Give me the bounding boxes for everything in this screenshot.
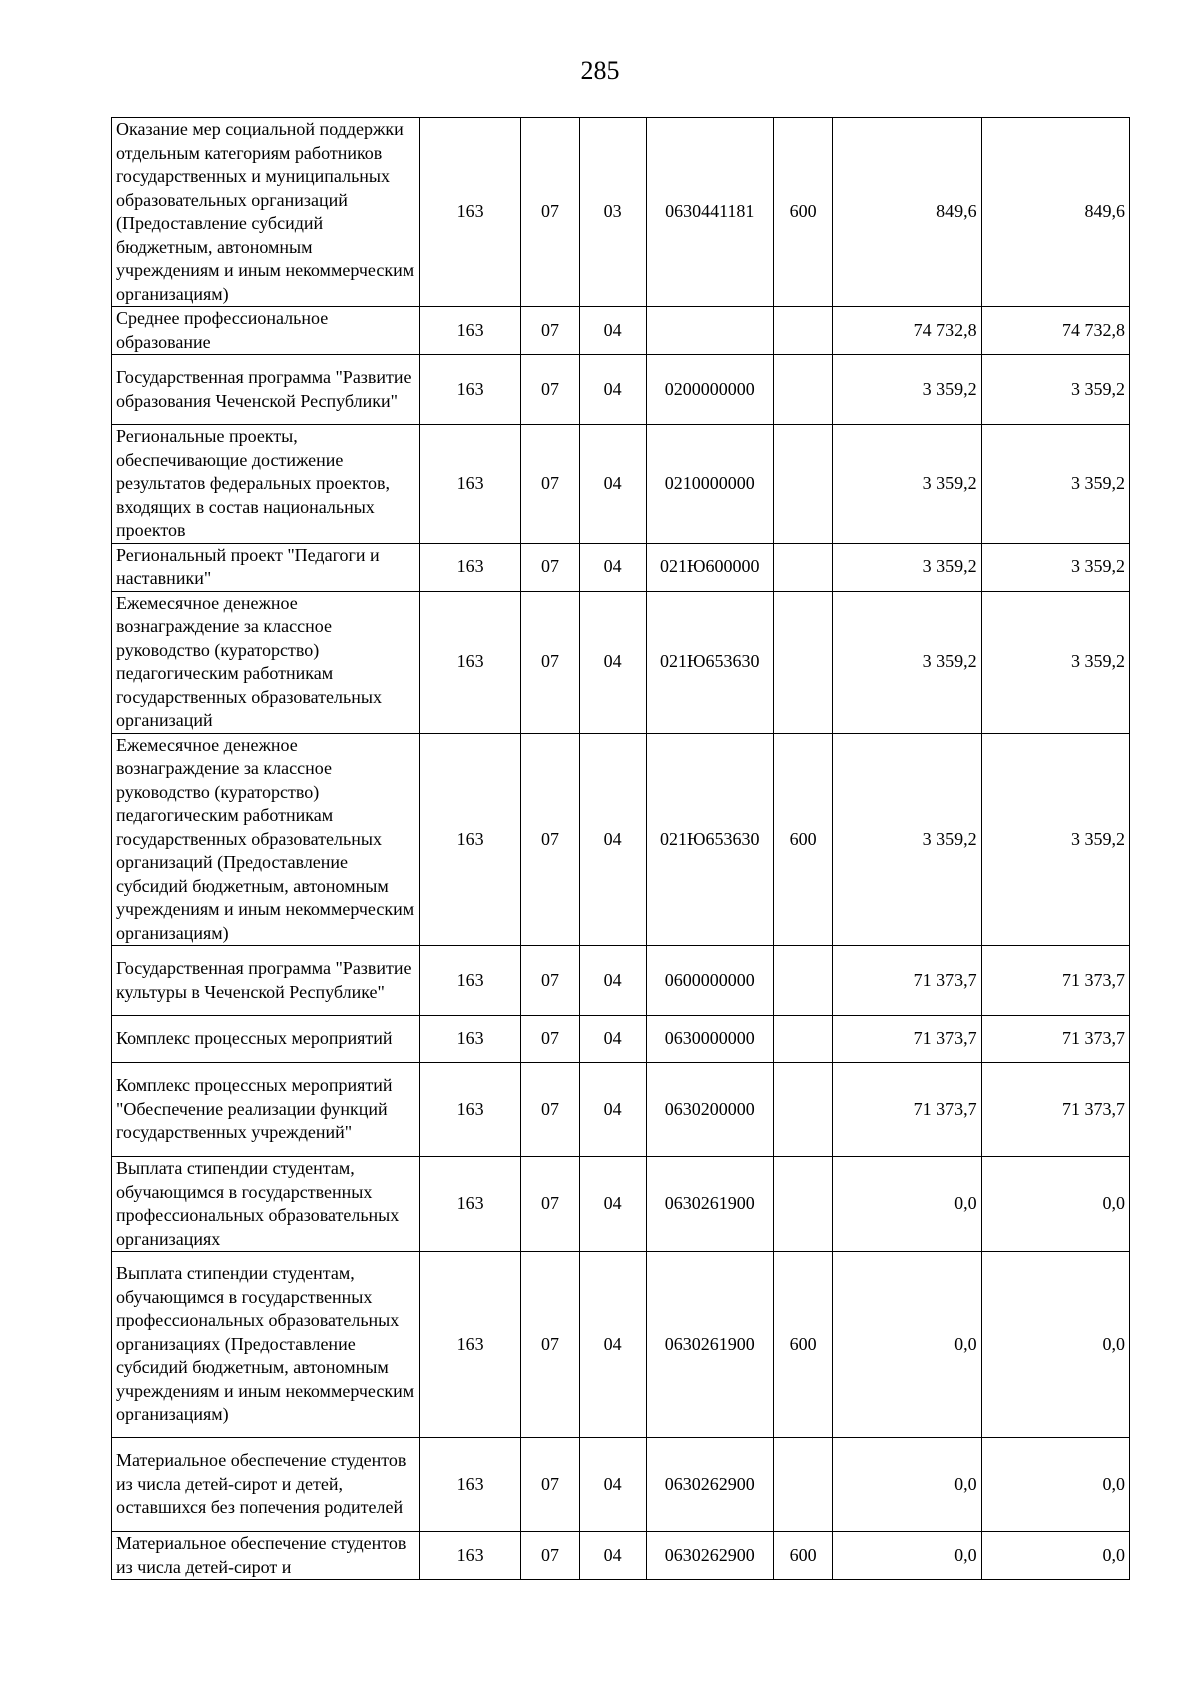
expense-type-code — [773, 543, 833, 591]
target-article-code: 0630441181 — [646, 118, 773, 307]
sum-column-2: 0,0 — [981, 1157, 1129, 1252]
ministry-code: 163 — [420, 1016, 521, 1063]
target-article-code: 0200000000 — [646, 355, 773, 425]
sum-column-1: 3 359,2 — [833, 355, 981, 425]
section-code: 07 — [521, 1016, 579, 1063]
section-code: 07 — [521, 543, 579, 591]
subsection-code: 04 — [579, 307, 646, 355]
subsection-code: 04 — [579, 1438, 646, 1532]
subsection-code: 04 — [579, 1063, 646, 1157]
subsection-code: 04 — [579, 425, 646, 544]
row-name: Ежемесячное денежное вознаграждение за классное руководство (кураторство) педагогическим работникам государственных образовательных организаций (Предоставление субсидий бюджетным, автономным учреждениям и иным некоммерческим организациям) — [112, 733, 420, 946]
table-row — [112, 118, 1130, 307]
target-article-code: 0630261900 — [646, 1157, 773, 1252]
row-name: Оказание мер социальной поддержки отдельным категориям работников государственных и муниципальных образовательных организаций (Предоставление субсидий бюджетным, автономным учреждениям и иным некоммерческим организациям) — [112, 118, 420, 307]
subsection-code: 04 — [579, 355, 646, 425]
sum-column-2: 74 732,8 — [981, 307, 1129, 355]
expense-type-code: 600 — [773, 1252, 833, 1438]
row-name: Выплата стипендии студентам, обучающимся в государственных профессиональных образовательных организациях (Предоставление субсидий бюджетным, автономным учреждениям и иным некоммерческим организациям) — [112, 1252, 420, 1438]
ministry-code: 163 — [420, 733, 521, 946]
ministry-code: 163 — [420, 425, 521, 544]
table-row — [112, 1016, 1130, 1063]
target-article-code: 021Ю600000 — [646, 543, 773, 591]
expense-type-code: 600 — [773, 118, 833, 307]
section-code: 07 — [521, 355, 579, 425]
ministry-code: 163 — [420, 307, 521, 355]
row-name: Государственная программа "Развитие культуры в Чеченской Республике" — [112, 946, 420, 1016]
sum-column-2: 3 359,2 — [981, 733, 1129, 946]
section-code: 07 — [521, 733, 579, 946]
budget-table — [111, 117, 1130, 1580]
expense-type-code — [773, 425, 833, 544]
subsection-code: 04 — [579, 1252, 646, 1438]
row-name: Среднее профессиональное образование — [112, 307, 420, 355]
table-row — [112, 1438, 1130, 1532]
target-article-code: 021Ю653630 — [646, 733, 773, 946]
expense-type-code — [773, 355, 833, 425]
row-name: Материальное обеспечение студентов из числа детей-сирот и детей, оставшихся без попечения родителей — [112, 1438, 420, 1532]
target-article-code: 0630000000 — [646, 1016, 773, 1063]
sum-column-1: 849,6 — [833, 118, 981, 307]
section-code: 07 — [521, 1063, 579, 1157]
table-row — [112, 946, 1130, 1016]
expense-type-code — [773, 591, 833, 733]
table-row — [112, 307, 1130, 355]
row-name: Государственная программа "Развитие образования Чеченской Республики" — [112, 355, 420, 425]
expense-type-code — [773, 1063, 833, 1157]
row-name: Ежемесячное денежное вознаграждение за классное руководство (кураторство) педагогическим работникам государственных образовательных организаций — [112, 591, 420, 733]
expense-type-code — [773, 1157, 833, 1252]
sum-column-1: 0,0 — [833, 1252, 981, 1438]
sum-column-2: 71 373,7 — [981, 946, 1129, 1016]
expense-type-code — [773, 946, 833, 1016]
section-code: 07 — [521, 591, 579, 733]
subsection-code: 03 — [579, 118, 646, 307]
table-row — [112, 425, 1130, 544]
table-row — [112, 1063, 1130, 1157]
subsection-code: 04 — [579, 1016, 646, 1063]
sum-column-1: 71 373,7 — [833, 1063, 981, 1157]
target-article-code: 0600000000 — [646, 946, 773, 1016]
expense-type-code: 600 — [773, 1532, 833, 1580]
sum-column-1: 74 732,8 — [833, 307, 981, 355]
section-code: 07 — [521, 425, 579, 544]
sum-column-2: 3 359,2 — [981, 355, 1129, 425]
sum-column-1: 71 373,7 — [833, 946, 981, 1016]
target-article-code: 021Ю653630 — [646, 591, 773, 733]
target-article-code — [646, 307, 773, 355]
section-code: 07 — [521, 1532, 579, 1580]
section-code: 07 — [521, 307, 579, 355]
sum-column-1: 3 359,2 — [833, 543, 981, 591]
subsection-code: 04 — [579, 1532, 646, 1580]
sum-column-2: 3 359,2 — [981, 591, 1129, 733]
ministry-code: 163 — [420, 1532, 521, 1580]
sum-column-1: 3 359,2 — [833, 425, 981, 544]
sum-column-2: 71 373,7 — [981, 1063, 1129, 1157]
section-code: 07 — [521, 946, 579, 1016]
sum-column-1: 0,0 — [833, 1438, 981, 1532]
ministry-code: 163 — [420, 118, 521, 307]
target-article-code: 0630200000 — [646, 1063, 773, 1157]
target-article-code: 0630261900 — [646, 1252, 773, 1438]
target-article-code: 0210000000 — [646, 425, 773, 544]
sum-column-1: 3 359,2 — [833, 733, 981, 946]
sum-column-1: 0,0 — [833, 1157, 981, 1252]
expense-type-code — [773, 1016, 833, 1063]
section-code: 07 — [521, 1252, 579, 1438]
row-name: Комплекс процессных мероприятий "Обеспечение реализации функций государственных учреждений" — [112, 1063, 420, 1157]
subsection-code: 04 — [579, 733, 646, 946]
table-row — [112, 543, 1130, 591]
target-article-code: 0630262900 — [646, 1438, 773, 1532]
table-row — [112, 733, 1130, 946]
expense-type-code — [773, 307, 833, 355]
ministry-code: 163 — [420, 1157, 521, 1252]
sum-column-1: 3 359,2 — [833, 591, 981, 733]
section-code: 07 — [521, 1157, 579, 1252]
sum-column-2: 0,0 — [981, 1438, 1129, 1532]
ministry-code: 163 — [420, 591, 521, 733]
table-body — [112, 118, 1130, 1580]
subsection-code: 04 — [579, 543, 646, 591]
subsection-code: 04 — [579, 1157, 646, 1252]
ministry-code: 163 — [420, 1438, 521, 1532]
ministry-code: 163 — [420, 1063, 521, 1157]
ministry-code: 163 — [420, 946, 521, 1016]
table-row — [112, 1532, 1130, 1580]
sum-column-2: 0,0 — [981, 1252, 1129, 1438]
sum-column-2: 0,0 — [981, 1532, 1129, 1580]
ministry-code: 163 — [420, 543, 521, 591]
expense-type-code — [773, 1438, 833, 1532]
ministry-code: 163 — [420, 1252, 521, 1438]
table-row — [112, 1157, 1130, 1252]
sum-column-1: 71 373,7 — [833, 1016, 981, 1063]
subsection-code: 04 — [579, 946, 646, 1016]
sum-column-2: 3 359,2 — [981, 425, 1129, 544]
sum-column-2: 849,6 — [981, 118, 1129, 307]
page-number: 285 — [580, 56, 620, 85]
table-row — [112, 355, 1130, 425]
row-name: Комплекс процессных мероприятий — [112, 1016, 420, 1063]
ministry-code: 163 — [420, 355, 521, 425]
row-name: Материальное обеспечение студентов из числа детей-сирот и — [112, 1532, 420, 1580]
table-row — [112, 1252, 1130, 1438]
sum-column-1: 0,0 — [833, 1532, 981, 1580]
expense-type-code: 600 — [773, 733, 833, 946]
table-row — [112, 591, 1130, 733]
row-name: Выплата стипендии студентам, обучающимся в государственных профессиональных образовательных организациях — [112, 1157, 420, 1252]
row-name: Региональный проект "Педагоги и наставники" — [112, 543, 420, 591]
target-article-code: 0630262900 — [646, 1532, 773, 1580]
section-code: 07 — [521, 1438, 579, 1532]
section-code: 07 — [521, 118, 579, 307]
sum-column-2: 3 359,2 — [981, 543, 1129, 591]
row-name: Региональные проекты, обеспечивающие достижение результатов федеральных проектов, входящих в состав национальных проектов — [112, 425, 420, 544]
subsection-code: 04 — [579, 591, 646, 733]
sum-column-2: 71 373,7 — [981, 1016, 1129, 1063]
